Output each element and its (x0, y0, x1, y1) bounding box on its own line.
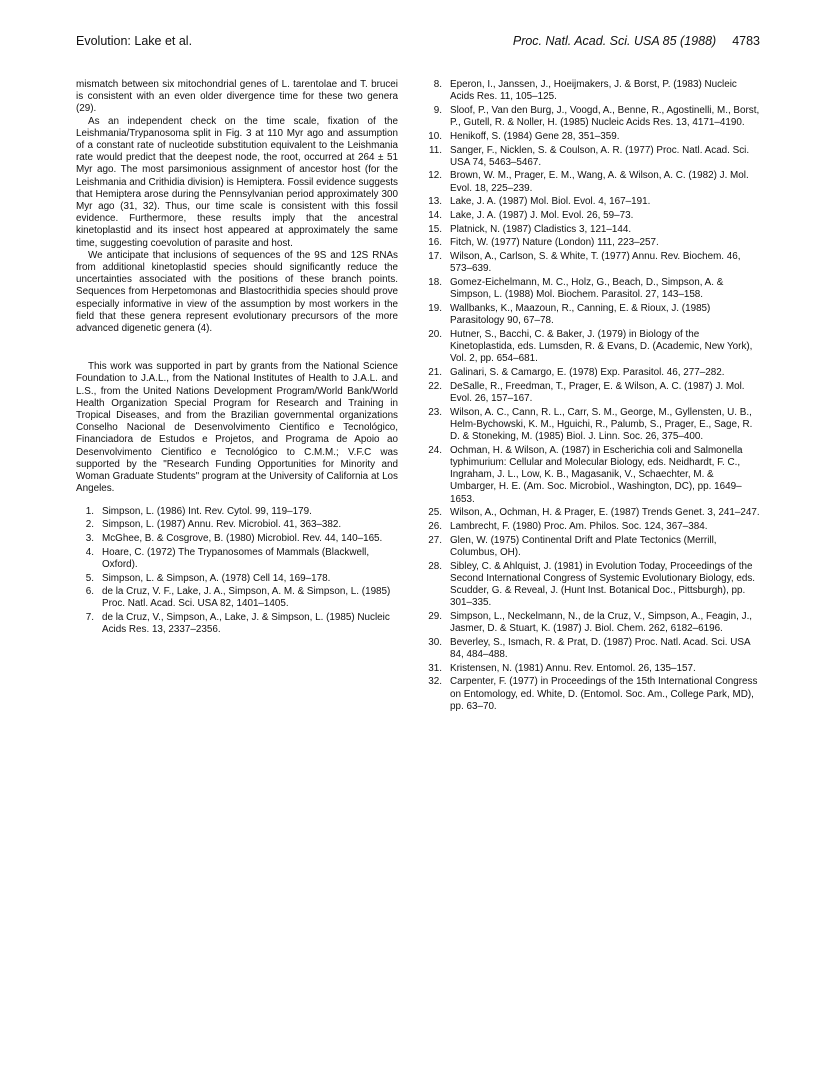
reference-text: Simpson, L., Neckelmann, N., de la Cruz, V., Simpson, A., Feagin, J., Jasmer, D. & Stuart, K. (1987) J. Biol. Chem. 262, 6182–6196. (450, 610, 753, 635)
reference-item (76, 612, 398, 636)
reference-number: 5. (85, 572, 94, 584)
reference-item (424, 367, 760, 379)
reference-item (424, 521, 760, 533)
reference-item (76, 586, 398, 610)
reference-text: Wilson, A., Ochman, H. & Prager, E. (1987) Trends Genet. 3, 241–247. (450, 507, 760, 519)
reference-text: Carpenter, F. (1977) in Proceedings of the 15th International Congress on Entomology, ed. White, D. (Entomol. Soc. Am., College Park, MD), pp. 63–70. (450, 676, 758, 712)
reference-number: 22. (428, 380, 442, 392)
reference-item (424, 170, 760, 194)
reference-item (424, 535, 760, 559)
reference-number: 9. (433, 104, 442, 116)
reference-text: Fitch, W. (1977) Nature (London) 111, 223–257. (450, 237, 659, 249)
reference-item (76, 506, 398, 518)
reference-item (424, 224, 760, 236)
reference-number: 24. (428, 444, 442, 456)
page-header (76, 34, 760, 54)
reference-text: de la Cruz, V., Simpson, A., Lake, J. & Simpson, L. (1985) Nucleic Acids Res. 13, 2337–2356. (102, 612, 390, 636)
reference-number: 19. (428, 302, 442, 314)
reference-item (424, 196, 760, 208)
reference-number: 15. (428, 223, 442, 235)
reference-text: Sanger, F., Nicklen, S. & Coulson, A. R. (1977) Proc. Natl. Acad. Sci. USA 74, 5463–5467. (450, 144, 750, 168)
reference-text: Ochman, H. & Wilson, A. (1987) in Escherichia coli and Salmonella typhimurium: Cellular and Molecular Biology, eds. Neidhardt, F. C., Ingraham, J. L., Low, K. B., Magasanik, V., Schaechter, M. & Umbarger, H. E. (Am. Soc. Microbiol., Washington, DC), pp. 1649–1653. (450, 444, 743, 505)
reference-item (76, 573, 398, 585)
reference-item (424, 407, 760, 444)
reference-text: Eperon, I., Janssen, J., Hoeijmakers, J. & Borst, P. (1983) Nucleic Acids Res. 11, 105–125. (450, 79, 737, 103)
reference-text: Lake, J. A. (1987) J. Mol. Evol. 26, 59–73. (450, 210, 634, 222)
reference-item (424, 637, 760, 661)
reference-number: 2. (85, 519, 94, 531)
reference-number: 13. (428, 196, 442, 208)
reference-number: 29. (428, 610, 442, 622)
reference-number: 14. (428, 210, 442, 222)
body-paragraph: mismatch between six mitochondrial genes of L. tarentolae and T. brucei is consistent with an even older divergence time for these two genera (29). (76, 79, 398, 115)
reference-item (424, 445, 760, 506)
reference-number: 8. (433, 79, 442, 90)
reference-text: Kristensen, N. (1981) Annu. Rev. Entomol. 26, 135–157. (450, 662, 696, 674)
reference-item (424, 663, 760, 675)
reference-list-right (424, 79, 760, 713)
reference-text: Wallbanks, K., Maazoun, R., Canning, E. & Rioux, J. (1985) Parasitology 90, 67–78. (450, 302, 711, 327)
reference-number: 11. (429, 144, 442, 156)
reference-text: Sloof, P., Van den Burg, J., Voogd, A., Benne, R., Agostinelli, M., Borst, P., Gutell, R. & Noller, H. (1985) Nucleic Acids Res. 13, 4171–4190. (450, 104, 760, 129)
journal-citation-block (513, 34, 760, 48)
reference-text: Platnick, N. (1987) Cladistics 3, 121–144. (450, 223, 632, 235)
body-paragraph: As an independent check on the time scale, fixation of the Leishmania/Trypanosoma split in Fig. 3 at 110 Myr ago and assumption of a constant rate of nucleotide substitution equivalent to the Leishmania rate would predict that the deepest node, the root, occurred at 264 ± 51 Myr ago. The most parsimonious assignment of ancestor host (for the Leishmania and Crithidia division) is Hemiptera. Fossil evidence suggests that Hemiptera arose during the Pennsylvanian period approximately 300 Myr ago (31, 32). Thus, our time scale is consistent with this fossil evidence. Furthermore, these results imply that the ancestral kinetoplastid and its insect host appeared at approximately the same time, suggesting coevolution of parasite and host. (76, 115, 398, 249)
reference-text: Simpson, L. & Simpson, A. (1978) Cell 14, 169–178. (102, 572, 331, 584)
reference-number: 10. (428, 130, 442, 142)
reference-number: 32. (428, 676, 442, 688)
reference-text: Hoare, C. (1972) The Trypanosomes of Mammals (Blackwell, Oxford). (102, 546, 370, 570)
reference-item (424, 277, 760, 301)
reference-text: Wilson, A., Carlson, S. & White, T. (1977) Annu. Rev. Biochem. 46, 573–639. (450, 251, 741, 275)
right-column (424, 79, 760, 714)
reference-item (76, 519, 398, 531)
reference-text: Galinari, S. & Camargo, E. (1978) Exp. Parasitol. 46, 277–282. (450, 366, 725, 378)
reference-item (424, 507, 760, 519)
reference-text: Lake, J. A. (1987) Mol. Biol. Evol. 4, 167–191. (450, 196, 651, 208)
reference-item (424, 105, 760, 129)
reference-text: Simpson, L. (1987) Annu. Rev. Microbiol. 41, 363–382. (102, 519, 342, 531)
reference-item (424, 210, 760, 222)
reference-number: 18. (428, 277, 442, 289)
reference-text: Henikoff, S. (1984) Gene 28, 351–359. (450, 130, 620, 142)
reference-text: Simpson, L. (1986) Int. Rev. Cytol. 99, 119–179. (102, 505, 312, 517)
reference-text: Lambrecht, F. (1980) Proc. Am. Philos. Soc. 124, 367–384. (450, 520, 708, 532)
acknowledgment: This work was supported in part by grants from the National Science Foundation to J.A.L., from the National Institutes of Health to J.A.L. and L.S., from the United Nations Development Program/World Bank/World Health Organization Special Program for Research and Training in Tropical Diseases, and from the Brazilian governmental organizations Conselho Nacional de Desenvolvimento Cientifico e Tecnológico, Financiadora de Estudos e Projetos, and Programa de Apoio ao Desenvolvimento Cientifico e Tecnológico to C.M.M.; V.F.C was supported by the "Research Funding Opportunities for Minority and Woman Graduate Students" program at the University of California at Los Angeles. (76, 361, 398, 495)
reference-text: Brown, W. M., Prager, E. M., Wang, A. & Wilson, A. C. (1982) J. Mol. Evol. 18, 225–239. (450, 170, 749, 194)
reference-number: 21. (428, 366, 442, 378)
reference-text: de la Cruz, V. F., Lake, J. A., Simpson, A. M. & Simpson, L. (1985) Proc. Natl. Acad. Sci. USA 82, 1401–1405. (102, 586, 391, 610)
reference-number: 28. (428, 560, 442, 572)
reference-number: 12. (428, 170, 442, 182)
reference-number: 23. (428, 406, 442, 418)
reference-item (76, 533, 398, 545)
running-head: Evolution: Lake et al. (76, 34, 193, 48)
body-paragraph: We anticipate that inclusions of sequences of the 9S and 12S RNAs from additional kinetoplastid species should significantly reduce the uncertainties associated with the positions of these branch points. Sequences from Herpetomonas and Blastocrithidia species should prove especially informative in view of the assumption by most workers in the field that these genera represent evolutionary precursors of the more advanced digenetic genera (4). (76, 249, 398, 335)
reference-number: 1. (85, 505, 94, 517)
reference-text: DeSalle, R., Freedman, T., Prager, E. & Wilson, A. C. (1987) J. Mol. Evol. 26, 157–167. (450, 380, 745, 404)
reference-number: 31. (428, 662, 442, 674)
reference-text: McGhee, B. & Cosgrove, B. (1980) Microbiol. Rev. 44, 140–165. (102, 532, 383, 544)
journal-citation: Proc. Natl. Acad. Sci. USA 85 (1988) (512, 34, 717, 48)
reference-item (76, 547, 398, 571)
reference-number: 27. (428, 534, 442, 546)
reference-text: Gomez-Eichelmann, M. C., Holz, G., Beach, D., Simpson, A. & Simpson, L. (1988) Mol. Biochem. Parasitol. 27, 143–158. (450, 277, 724, 301)
reference-text: Glen, W. (1975) Continental Drift and Plate Tectonics (Merrill, Columbus, OH). (450, 534, 717, 558)
reference-item (424, 561, 760, 610)
page-number: 4783 (732, 34, 760, 48)
reference-item (424, 676, 760, 713)
reference-number: 25. (428, 507, 442, 519)
reference-item (424, 131, 760, 143)
reference-number: 16. (428, 237, 442, 249)
reference-number: 6. (85, 586, 94, 598)
reference-item (424, 79, 760, 103)
reference-number: 4. (85, 546, 94, 558)
reference-item (424, 303, 760, 327)
reference-item (424, 251, 760, 275)
reference-item (424, 329, 760, 366)
reference-item (424, 145, 760, 169)
left-column (76, 79, 398, 638)
reference-item (424, 611, 760, 635)
reference-number: 20. (428, 328, 442, 340)
reference-text: Hutner, S., Bacchi, C. & Baker, J. (1979) in Biology of the Kinetoplastida, eds. Lumsden, R. & Evans, D. (Academic, New York), Vol. 2, pp. 654–681. (450, 328, 753, 365)
reference-number: 30. (428, 636, 442, 648)
reference-number: 3. (85, 532, 94, 544)
reference-item (424, 381, 760, 405)
reference-list-left (76, 506, 398, 637)
reference-text: Wilson, A. C., Cann, R. L., Carr, S. M., George, M., Gyllensten, U. B., Helm-Bychowski, K. M., Hguichi, R., Palumb, S., Prager, E., Sage, R. D. & Stoneking, M. (1985) Biol. J. Linn. Soc. 26, 375–400. (450, 406, 753, 442)
reference-number: 17. (428, 251, 442, 263)
reference-text: Beverley, S., Ismach, R. & Prat, D. (1987) Proc. Natl. Acad. Sci. USA 84, 484–488. (450, 636, 751, 660)
reference-number: 26. (428, 520, 442, 532)
reference-number: 7. (85, 612, 94, 624)
reference-item (424, 237, 760, 249)
reference-text: Sibley, C. & Ahlquist, J. (1981) in Evolution Today, Proceedings of the Second International Congress of Systemic Evolutionary Biology, eds. Scudder, G. & Reveal, J. (Hunt Inst. Botanical Doc., Pittsburgh), pp. 301–335. (450, 560, 756, 609)
